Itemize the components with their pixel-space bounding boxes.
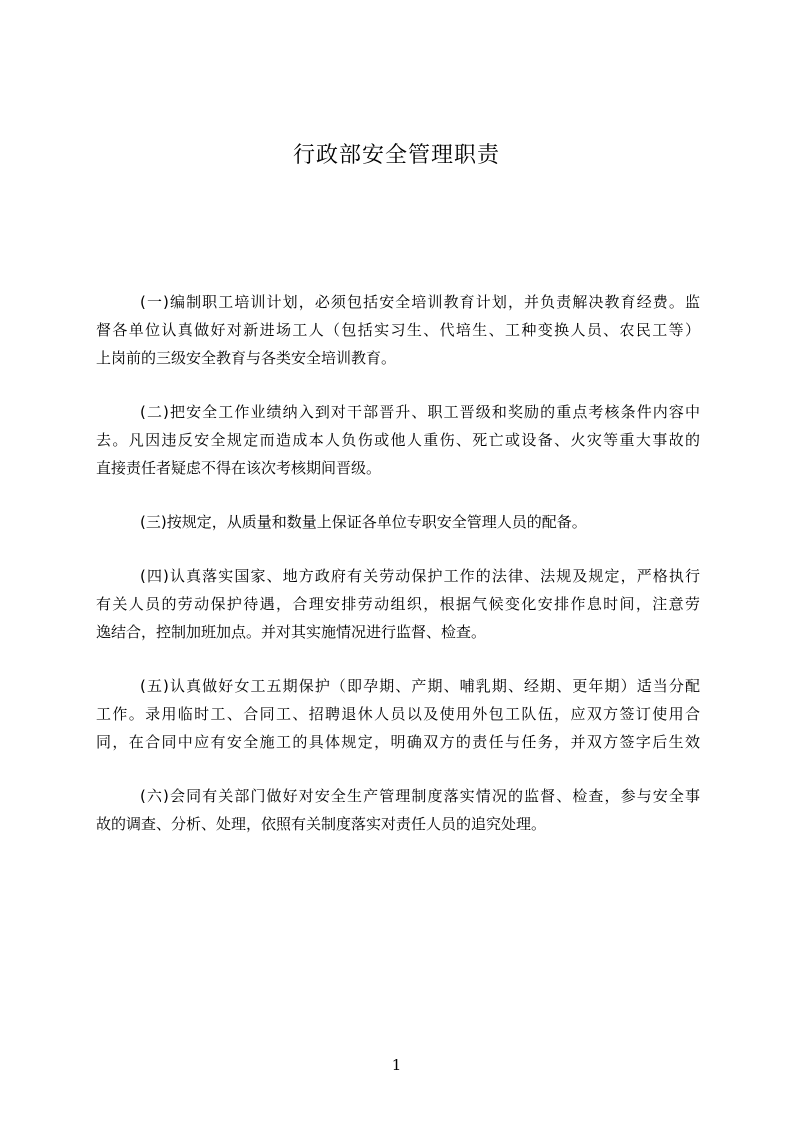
paragraph-line: 去。凡因违反安全规定而造成本人负伤或他人重伤、死亡或设备、火灾等重大事故的 — [96, 431, 700, 449]
paragraph-4 — [96, 562, 700, 646]
document-body — [96, 288, 700, 864]
paragraph-line: (五)认真做好女工五期保护（即孕期、产期、哺乳期、经期、更年期）适当分配 — [140, 677, 700, 695]
paragraph-line: 工作。录用临时工、合同工、招聘退休人员以及使用外包工队伍，应双方签订使用合 — [96, 705, 700, 723]
paragraph-5 — [96, 672, 700, 756]
document-title: 行政部安全管理职责 — [292, 143, 500, 168]
paragraph-line: 督各单位认真做好对新进场工人（包括实习生、代培生、工种变换人员、农民工等） — [96, 321, 700, 339]
paragraph-line: 有关人员的劳动保护待遇，合理安排劳动组织，根据气候变化安排作息时间，注意劳 — [96, 595, 700, 613]
paragraph-line: (四)认真落实国家、地方政府有关劳动保护工作的法律、法规及规定，严格执行 — [140, 567, 700, 585]
paragraph-line: 上岗前的三级安全教育与各类安全培训教育。 — [96, 349, 397, 367]
paragraph-line: 逸结合，控制加班加点。并对其实施情况进行监督、检查。 — [96, 623, 487, 641]
paragraph-line: (三)按规定，从质量和数量上保证各单位专职安全管理人员的配备。 — [140, 513, 587, 531]
paragraph-line: 故的调查、分析、处理，依照有关制度落实对责任人员的追究处理。 — [96, 815, 547, 833]
paragraph-6 — [96, 782, 700, 838]
page-number: 1 — [391, 1056, 402, 1074]
paragraph-line: 直接责任者疑虑不得在该次考核期间晋级。 — [96, 459, 382, 477]
paragraph-2 — [96, 398, 700, 482]
paragraph-line: (二)把安全工作业绩纳入到对干部晋升、职工晋级和奖励的重点考核条件内容中 — [140, 403, 700, 421]
paragraph-line: (一)编制职工培训计划，必须包括安全培训教育计划，并负责解决教育经费。监 — [140, 293, 700, 311]
paragraph-3 — [96, 508, 700, 536]
paragraph-line: (六)会同有关部门做好对安全生产管理制度落实情况的监督、检查，参与安全事 — [140, 787, 700, 805]
paragraph-line: 同，在合同中应有安全施工的具体规定，明确双方的责任与任务，并双方签字后生效 — [96, 733, 700, 751]
paragraph-1 — [96, 288, 700, 372]
